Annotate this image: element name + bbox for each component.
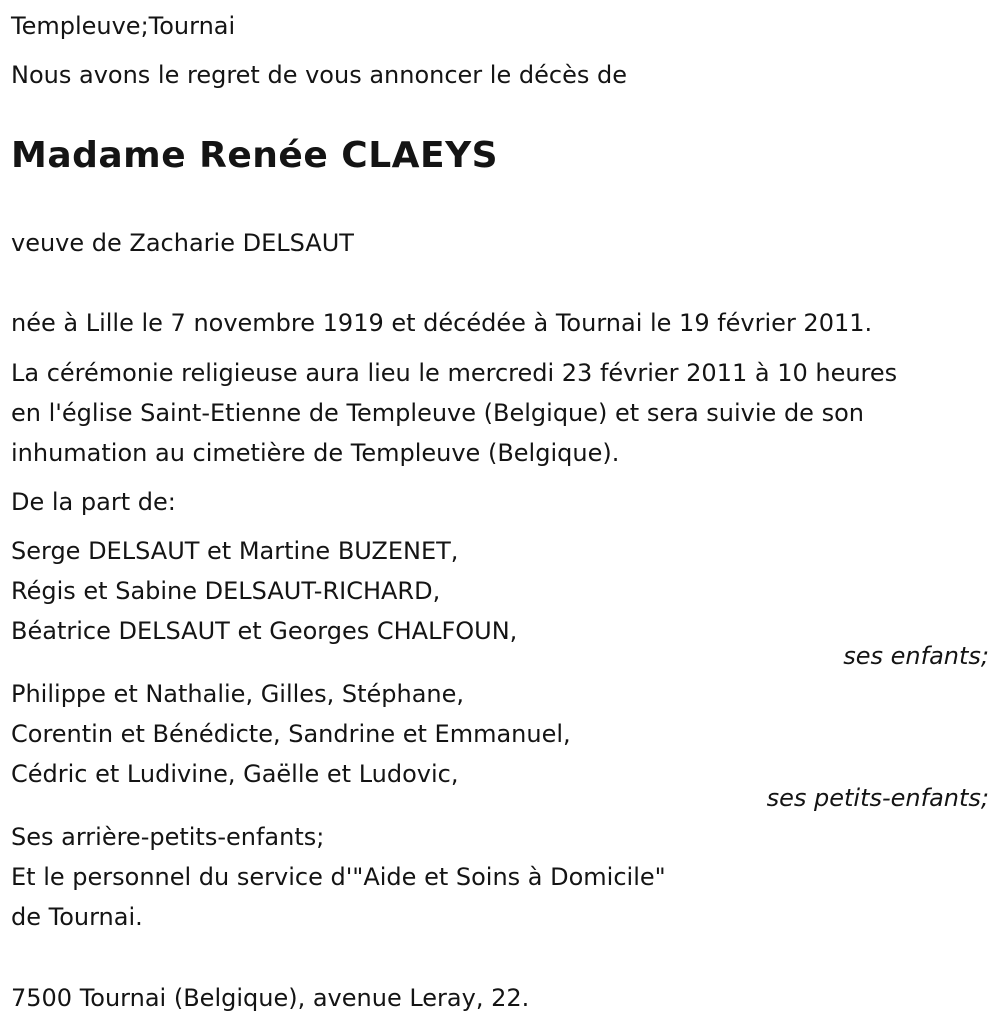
ceremony-paragraph — [11, 353, 897, 473]
ceremony-line: La cérémonie religieuse aura lieu le mercredi 23 février 2011 à 10 heures — [11, 359, 898, 387]
grandchild-line: Cédric et Ludivine, Gaëlle et Ludovic, — [11, 760, 459, 788]
grandchildren-list — [11, 674, 989, 794]
children-label: ses enfants; — [843, 642, 989, 670]
ceremony-line: en l'église Saint-Etienne de Templeuve (Belgique) et sera suivie de son — [11, 399, 864, 427]
grandchildren-label: ses petits-enfants; — [766, 784, 989, 812]
family-intro: De la part de: — [11, 488, 176, 516]
child-line: Serge DELSAUT et Martine BUZENET, — [11, 537, 459, 565]
child-line: Régis et Sabine DELSAUT-RICHARD, — [11, 577, 441, 605]
ceremony-line: inhumation au cimetière de Templeuve (Belgique). — [11, 439, 620, 467]
spouse-line: veuve de Zacharie DELSAUT — [11, 229, 354, 257]
birth-death-line: née à Lille le 7 novembre 1919 et décédée à Tournai le 19 février 2011. — [11, 309, 873, 337]
other-line: Et le personnel du service d'"Aide et Soins à Domicile" — [11, 863, 666, 891]
children-list — [11, 531, 989, 651]
grandchild-line: Philippe et Nathalie, Gilles, Stéphane, — [11, 680, 464, 708]
location-line: Templeuve;Tournai — [11, 12, 236, 40]
deceased-name: Madame Renée CLAEYS — [11, 135, 499, 176]
address-line: 7500 Tournai (Belgique), avenue Leray, 22. — [11, 984, 530, 1012]
intro-line: Nous avons le regret de vous annoncer le décès de — [11, 61, 627, 89]
others-list — [11, 817, 666, 937]
other-line: Ses arrière-petits-enfants; — [11, 823, 325, 851]
other-line: de Tournai. — [11, 903, 143, 931]
grandchild-line: Corentin et Bénédicte, Sandrine et Emmanuel, — [11, 720, 571, 748]
child-line: Béatrice DELSAUT et Georges CHALFOUN, — [11, 617, 518, 645]
